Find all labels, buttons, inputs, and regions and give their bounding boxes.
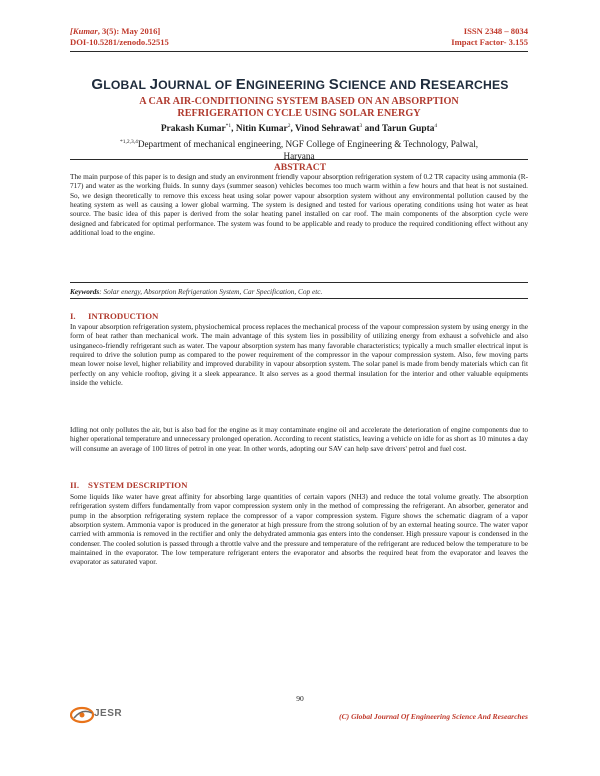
logo-text: JESR	[94, 708, 123, 719]
header-impact-factor: Impact Factor- 3.155	[451, 37, 528, 47]
keywords-bottom-divider	[70, 298, 528, 299]
author: Vinod Sehrawat	[294, 124, 360, 135]
header-journal-ref: [Kumar	[70, 26, 98, 36]
header-issn: ISSN 2348 – 8034	[463, 26, 528, 36]
author: Tarun Gupta	[381, 124, 435, 135]
intro-paragraph-2: Idling not only pollutes the air, but is also bad for the engine as it may contaminate engine oil and accelerate the deterioration of engine components due to higher operational temperature and unnecessary prolonged operation. According to recent statistics, leaving a vehicle on idle for as short as 10 minutes a day will consume an average of 100 litres of petrol in one year. In other words, adopting our SAV can help save drivers' petrol and fuel cost.	[70, 425, 528, 453]
affiliation: $^{*1,2,3,4}$Department of mechanical engineering, NGF College of Engineering & Technology, Palwal, Haryana	[119, 139, 479, 162]
header-issue: , 3(5): May 2016]	[97, 26, 161, 36]
paper-title: A CAR AIR-CONDITIONING SYSTEM BASED ON AN ABSORPTION REFRIGERATION CYCLE USING SOLAR ENERGY	[139, 96, 459, 119]
journal-name: GLOBAL JOURNAL OF ENGINEERING SCIENCE AND RESEARCHES	[91, 76, 509, 93]
section-heading-system-description: II. SYSTEM DESCRIPTION	[70, 480, 188, 490]
abstract-divider	[70, 159, 528, 160]
intro-paragraph-1: In vapour absorption refrigeration system, physiochemical process replaces the mechanical process of the vapour compression system by using energy in the form of heat rather than mechanical work. The main advantage of this system lies in possibility of utilizing energy from exhaust a sofvehicle and also usinganeco-friendly refrigerant such as water. The vapour absorption system has many favorable characteristics; typically a much smaller electrical input is required to drive the solution pump as compared to the power requirement of the compressor in the vapour compression system. Also, few moving parts mean lower noise level, higher reliability and improved durability in vapour absorption system. The solar panel is made from bendy materials which can fit perfectly on any vehicle rooftop, giving it a sleek appearance. It also serves as a good thermal insulation for the interior and other valuable equipments inside the vehicle.	[70, 322, 528, 388]
header-doi[interactable]: DOI-10.5281/zenodo.52515	[70, 37, 169, 47]
running-header-left	[70, 26, 169, 48]
author-list: Prakash Kumar$^{*1}$, Nitin Kumar$^2$, Vinod Sehrawat$^3$ and Tarun Gupta$^4$	[160, 123, 438, 135]
page-number: 90	[296, 694, 304, 703]
author: Prakash Kumar	[160, 124, 226, 135]
section-heading-introduction: I. INTRODUCTION	[70, 311, 159, 321]
system-description-paragraph: Some liquids like water have great affinity for absorbing large quantities of certain vapors (NH3) and reduce the total volume greatly. The absorption refrigeration system differs fundamentally from vapor compression system only in the method of compressing the refrigerant. An absorber, generator and pump in the absorption refrigerating system replace the compressor of a vapor compression system. Figure shows the schematic diagram of a vapor absorption system. Ammonia vapor is produced in the generator at high pressure from the strong solution of by an external heating source. The water vapor carried with ammonia is removed in the rectifier and only the dehydrated ammonia gas enters into the condenser. High pressure vapour is condensed in the condenser. The cooled solution is passed through a throttle valve and the pressure and temperature of the refrigerant are reduced below the temperature to be maintained in the evaporator. The low temperature refrigerant enters the evaporator and absorbs the required heat from the evaporator and leaves the evaporator as saturated vapor.	[70, 492, 528, 567]
header-divider	[70, 51, 528, 52]
keywords: Keywords: Solar energy, Absorption Refrigeration System, Car Specification, Cop etc.	[70, 287, 323, 296]
abstract-text: The main purpose of this paper is to design and study an environment friendly vapour absorption refrigeration system of 0.2 TR capacity using ammonia (R-717) and water as the working fluids. In sunny days (summer season) vehicles becomes too much warm within a few hours and that heat is not sustained. So, we design theoretically to remove this excess heat using solar power vapour absorption system without any environmental pollution caused by the heating system as well as causing a lower global warming. The system is designed and tested for various operating conditions using hot water as heat source. The basic idea of this paper is derived from the solar heating panel installed on car roof. The main components of the absorption cycle were designed and fabricated for optimal performance. The system was found to be applicable and ready to produce the required conditioning effect without any additional load to the engine.	[70, 172, 528, 238]
running-header-right	[451, 26, 528, 48]
keywords-divider	[70, 282, 528, 283]
footer-copyright: (C) Global Journal Of Engineering Science And Researches	[339, 712, 528, 721]
abstract-heading: ABSTRACT	[273, 162, 327, 173]
author: Nitin Kumar	[235, 124, 288, 135]
